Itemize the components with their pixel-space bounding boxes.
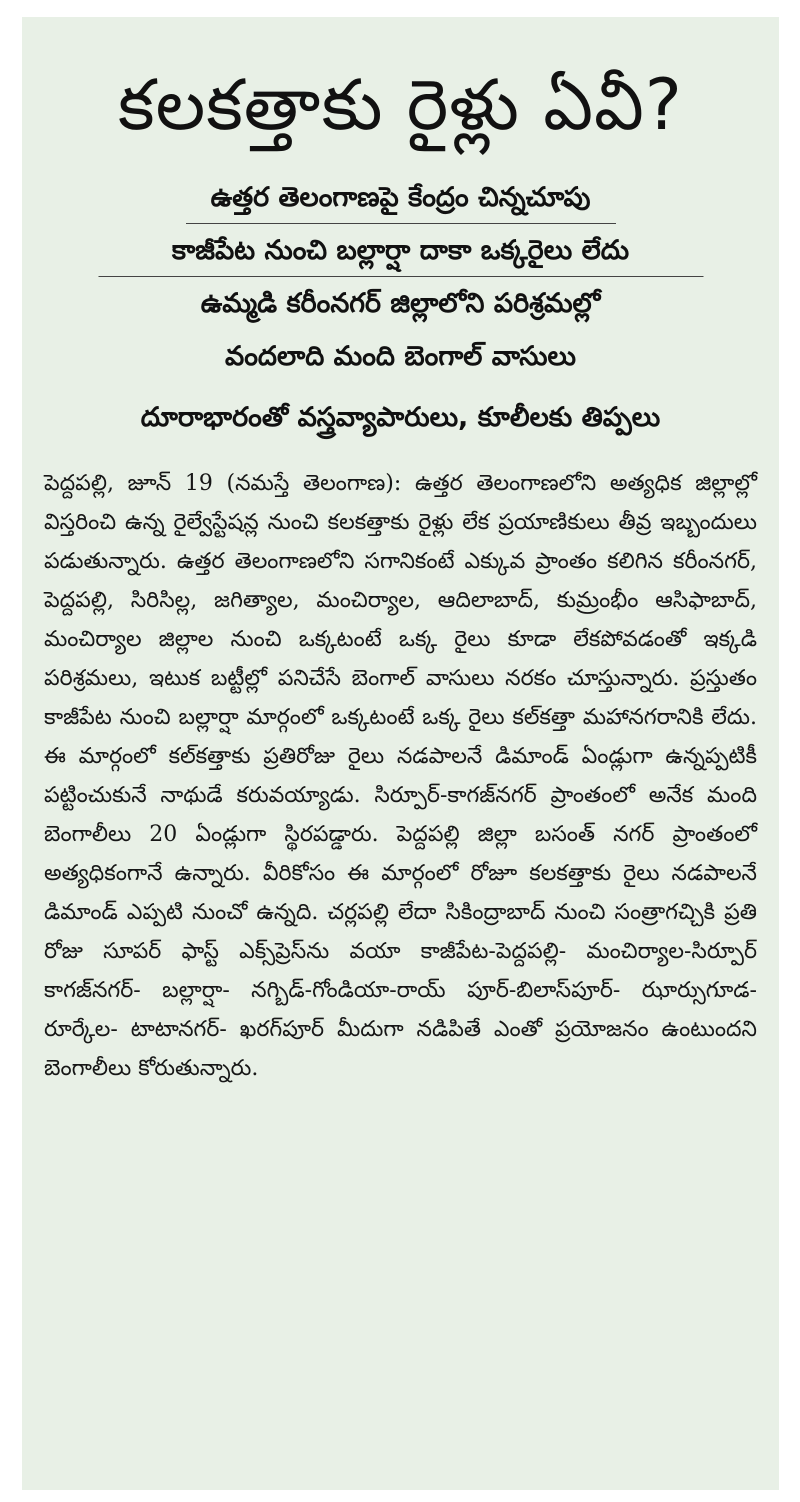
subhead-4-text: వందలాది మంది బెంగాల్ వాసులు [225,341,576,372]
headline: కలకత్తాకు రైళ్లు ఏవీ? [118,64,683,146]
subhead-4 [22,330,779,383]
subhead-3-text: ఉమ్మడి కరీంనగర్ జిల్లాలోని పరిశ్రమల్లో [200,288,601,319]
subhead-5 [22,391,779,444]
subhead-1-text: ఉత్తర తెలంగాణపై కేంద్రం చిన్నచూపు [210,182,591,213]
subhead-3 [22,277,779,330]
subhead-1 [22,171,779,224]
subhead-5-text: దూరాభారంతో వస్త్రవ్యాపారులు, కూలీలకు తిప్పలు [140,402,661,433]
newspaper-clipping [22,17,779,1490]
subhead-2-text: కాజీపేట నుంచి బల్లార్షా దాకా ఒక్కరైలు లేదు [171,235,630,266]
subheads-block [22,171,779,444]
article-body: పెద్దపల్లి, జూన్ 19 (నమస్తే తెలంగాణ): ఉత్తర తెలంగాణలోని అత్యధిక జిల్లాల్లో విస్తరించి ఉన్న రైల్వేస్టేషన్ల నుంచి కలకత్తాకు రైళ్లు లేక ప్రయాణికులు తీవ్ర ఇబ్బందులు పడుతున్నారు. ఉత్తర తెలంగాణలోని సగానికంటే ఎక్కువ ప్రాంతం కలిగిన కరీంనగర్, పెద్దపల్లి, సిరిసిల్ల, జగిత్యాల, మంచిర్యాల, ఆదిలాబాద్, కుమ్రంభీం ఆసిఫాబాద్, మంచిర్యాల జిల్లాల నుంచి ఒక్కటంటే ఒక్క రైలు కూడా లేకపోవడంతో ఇక్కడి పరిశ్రమలు, ఇటుక బట్టీల్లో పనిచేసే బెంగాల్ వాసులు నరకం చూస్తున్నారు. ప్రస్తుతం కాజీపేట నుంచి బల్లార్షా మార్గంలో ఒక్కటంటే ఒక్క రైలు కల్‌కత్తా మహానగరానికి లేదు. ఈ మార్గంలో కల్‌కత్తాకు ప్రతిరోజు రైలు నడపాలనే డిమాండ్ ఏండ్లుగా ఉన్నప్పటికీ పట్టించుకునే నాథుడే కరువయ్యాడు. సిర్పూర్-కాగజ్‌నగర్ ప్రాంతంలో అనేక మంది బెంగాలీలు 20 ఏండ్లుగా స్థిరపడ్డారు. పెద్దపల్లి జిల్లా బసంత్ నగర్ ప్రాంతంలో అత్యధికంగానే ఉన్నారు. వీరికోసం ఈ మార్గంలో రోజూ కలకత్తాకు రైలు నడపాలనే డిమాండ్ ఎప్పటి నుంచో ఉన్నది. చర్లపల్లి లేదా సికింద్రాబాద్ నుంచి సంత్రాగచ్చికి ప్రతి రోజు సూపర్ ఫాస్ట్ ఎక్స్‌ప్రెస్‌ను వయా కాజీపేట-పెద్దపల్లి- మంచిర్యాల-సిర్పూర్ కాగజ్‌నగర్- బల్లార్షా- నగ్బిడ్-గోండియా-రాయ్ పూర్-బిలాస్‌పూర్- ఝార్సుగూడ- రూర్కేల- టాటానగర్- ఖరగ్‌పూర్ మీదుగా నడిపితే ఎంతో ప్రయోజనం ఉంటుందని బెంగాలీలు కోరుతున్నారు. [44,471,757,1081]
subhead-2 [22,224,779,277]
